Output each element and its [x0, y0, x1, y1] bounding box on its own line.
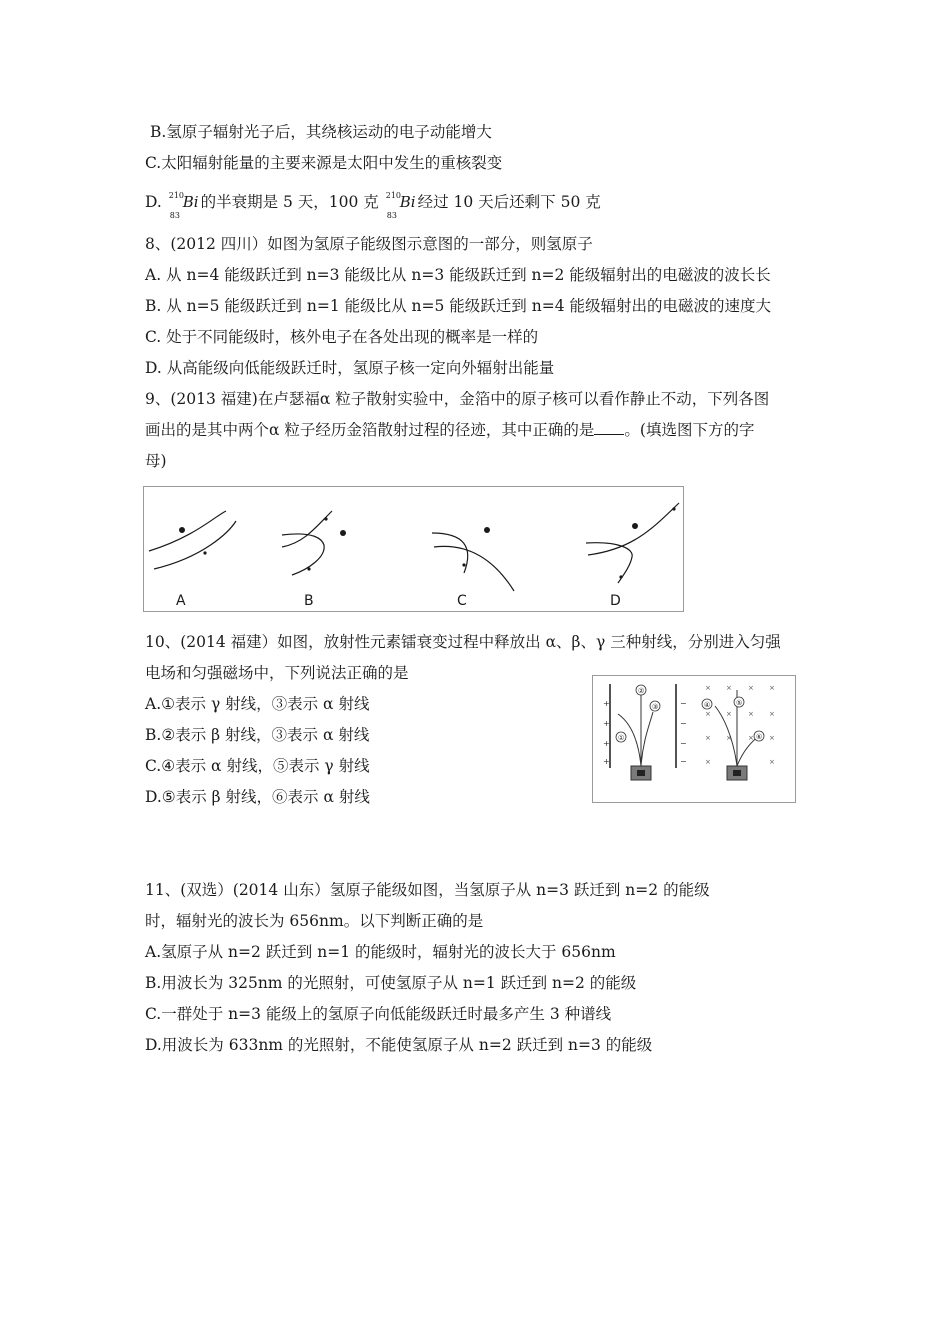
nucleus-a	[179, 527, 185, 533]
svg-text:×: ×	[769, 734, 775, 742]
svg-text:×: ×	[705, 758, 711, 766]
svg-text:×: ×	[705, 684, 711, 692]
svg-text:−: −	[680, 757, 687, 766]
svg-text:×: ×	[748, 710, 754, 718]
path-d-1	[586, 543, 632, 583]
label-1: ①	[618, 734, 625, 742]
q11-option-c: C.一群处于 n=3 能级上的氢原子向低能级跃迁时最多产生 3 种谱线	[145, 1005, 612, 1023]
q9-stem-line2: 画出的是其中两个α 粒子经历金箔散射过程的径迹，其中正确的是 。(填选图下方的字	[145, 421, 755, 439]
alpha-scattering-figure	[143, 486, 684, 612]
path-c-2	[434, 546, 514, 591]
q10-option-c: C.④表示 α 射线，⑤表示 γ 射线	[145, 757, 370, 775]
q8-option-c: C. 处于不同能级时，核外电子在各处出现的概率是一样的	[145, 328, 539, 346]
svg-text:×: ×	[748, 684, 754, 692]
svg-text:−: −	[680, 699, 687, 708]
svg-text:+: +	[603, 757, 610, 766]
svg-text:−: −	[680, 719, 687, 728]
path-b-2	[282, 511, 332, 547]
svg-text:×: ×	[726, 734, 732, 742]
q7-option-b: B.氢原子辐射光子后，其绕核运动的电子动能增大	[150, 123, 492, 141]
q10-stem-line2: 电场和匀强磁场中，下列说法正确的是	[145, 664, 409, 682]
q7-option-d-suffix: 经过 10 天后还剩下 50 克	[417, 193, 601, 211]
q11-option-d: D.用波长为 633nm 的光照射，不能使氢原子从 n=2 跃迁到 n=3 的能级	[145, 1036, 653, 1054]
nucleus-c	[484, 527, 490, 533]
q10-option-a: A.①表示 γ 射线，③表示 α 射线	[145, 695, 370, 713]
q9-stem-line1: 9、(2013 福建)在卢瑟福α 粒子散射实验中，金箔中的原子核可以看作静止不动，下列各图	[145, 390, 770, 408]
path-b-1	[282, 534, 324, 575]
svg-text:−: −	[680, 739, 687, 748]
q8-stem: 8、(2012 四川）如图为氢原子能级图示意图的一部分，则氢原子	[145, 235, 593, 253]
svg-text:×: ×	[769, 684, 775, 692]
path-c-1	[432, 533, 468, 573]
bismuth-nuclide: 210 83 Bi	[168, 191, 199, 220]
bismuth-nuclide-2: 210 83 Bi	[385, 191, 416, 220]
path-a-1	[149, 511, 226, 551]
nucleus-b	[340, 530, 346, 536]
label-4: ④	[704, 701, 711, 709]
q10-option-d: D.⑤表示 β 射线，⑥表示 α 射线	[145, 788, 370, 806]
label-3: ③	[652, 703, 659, 711]
nucleus-d	[632, 523, 638, 529]
q11-option-b: B.用波长为 325nm 的光照射，可使氢原子从 n=1 跃迁到 n=2 的能级	[145, 974, 637, 992]
q7-option-d-mid: 的半衰期是 5 天，100 克	[200, 193, 379, 211]
svg-text:×: ×	[705, 734, 711, 742]
q11-option-a: A.氢原子从 n=2 跃迁到 n=1 的能级时，辐射光的波长大于 656nm	[145, 943, 616, 961]
svg-text:+: +	[603, 719, 610, 728]
q7-option-c: C.太阳辐射能量的主要来源是太阳中发生的重核裂变	[145, 154, 503, 172]
label-2: ②	[638, 687, 645, 695]
fig-label-d: D	[610, 593, 621, 609]
q10-stem-line1: 10、(2014 福建）如图，放射性元素镭衰变过程中释放出 α、β、γ 三种射线，分别进入匀强	[145, 633, 781, 651]
alpha-scattering-diagram	[144, 487, 683, 611]
svg-text:×: ×	[769, 758, 775, 766]
q10-option-b: B.②表示 β 射线，③表示 α 射线	[145, 726, 370, 744]
q11-stem-line1: 11、(双选）(2014 山东）氢原子能级如图，当氢原子从 n=3 跃迁到 n=2 的能级	[145, 881, 710, 899]
q8-option-d: D. 从高能级向低能级跃迁时，氢原子核一定向外辐射出能量	[145, 359, 555, 377]
radiation-field-diagram	[593, 676, 795, 802]
q11-stem-line2: 时，辐射光的波长为 656nm。以下判断正确的是	[145, 912, 484, 930]
radiation-field-figure	[592, 675, 796, 803]
path-d-2	[588, 503, 679, 555]
answer-blank	[594, 420, 624, 435]
svg-text:×: ×	[726, 684, 732, 692]
svg-text:×: ×	[705, 710, 711, 718]
fig-label-b: B	[304, 593, 314, 609]
fig-label-c: C	[457, 593, 467, 609]
q7-option-d	[145, 191, 601, 220]
svg-text:+: +	[603, 699, 610, 708]
fig-label-a: A	[176, 593, 186, 609]
svg-text:×: ×	[726, 710, 732, 718]
q7-option-d-prefix: D.	[145, 193, 162, 211]
svg-text:+: +	[603, 739, 610, 748]
svg-text:×: ×	[748, 734, 754, 742]
q8-option-b: B. 从 n=5 能级跃迁到 n=1 能级比从 n=5 能级跃迁到 n=4 能级辐射出的电磁波的速度大	[145, 297, 771, 315]
label-5: ⑤	[736, 699, 743, 707]
svg-text:×: ×	[769, 710, 775, 718]
q8-option-a: A. 从 n=4 能级跃迁到 n=3 能级比从 n=3 能级跃迁到 n=2 能级辐射出的电磁波的波长长	[145, 266, 771, 284]
label-6: ⑥	[756, 733, 763, 741]
q9-stem-line3: 母)	[145, 452, 167, 470]
